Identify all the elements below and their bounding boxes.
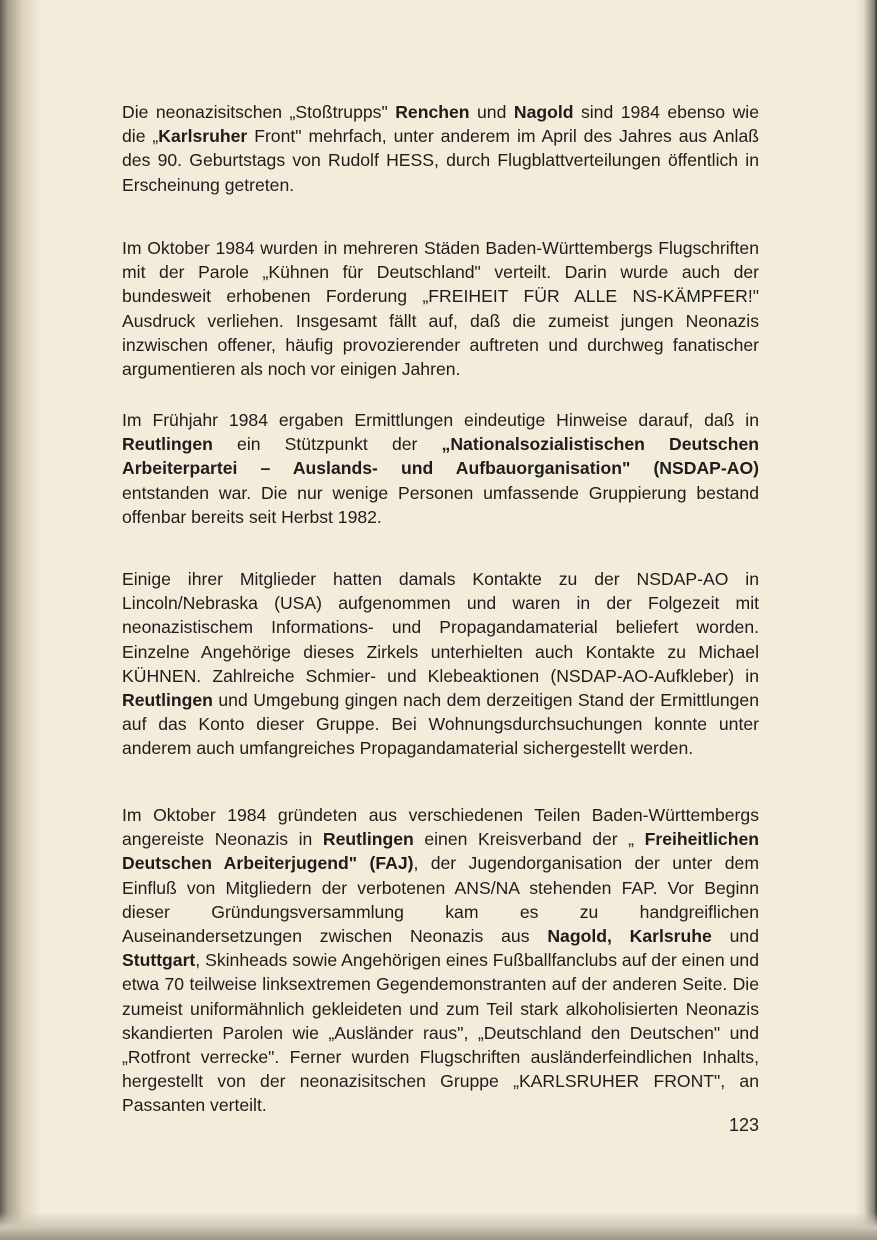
- bold-term: „Nationalsozialistischen Deutschen Arbeiterpartei – Auslands- und Aufbauorganisation" (NSDAP-AO): [122, 434, 759, 479]
- text-run: Einige ihrer Mitglieder hatten damals Kontakte zu der NSDAP-AO in Lincoln/Nebraska (USA) aufgenommen und waren in der Folgezeit mit neonazistischem Informations- und Propagandamaterial beliefert worden. Einzelne Angehörige dieses Zirkels unterhielten auch Kontakte zu Michael KÜHNEN. Zahlreiche Schmier- und Klebeaktionen (NSDAP-AO-Aufkleber) in: [122, 569, 759, 686]
- bold-term: Karlsruher: [158, 126, 248, 147]
- page-edge-bottom: [0, 1212, 877, 1240]
- text-run: Die neonazisitschen „Stoßtrupps": [122, 102, 396, 122]
- text-run: einen Kreisverband der „: [413, 829, 645, 850]
- text-run: Im Frühjahr 1984 ergaben Ermittlungen eindeutige Hinweise darauf, daß in: [122, 410, 759, 430]
- bold-term: Reutlingen: [122, 434, 213, 455]
- text-run: Im Oktober 1984 wurden in mehreren Städen Baden-Württembergs Flugschriften mit der Parole „Kühnen für Deutschland" verteilt. Darin wurde auch der bundesweit erhobenen Forderung „FREIHEIT FÜR ALLE NS-KÄMPFER!" Ausdruck verliehen. Insgesamt fällt auf, daß die zumeist jungen Neonazis inzwischen offener, häufig provozierender auftreten und durchweg fanatischer argumentieren als noch vor einigen Jahren.: [122, 238, 759, 380]
- text-run: Im Oktober 1984 gründeten aus verschiedenen Teilen Baden-Württembergs angereiste Neonazis in: [122, 805, 759, 850]
- text-run: ein Stützpunkt der: [212, 434, 442, 455]
- paragraph-nsdap-ao-kontakte: [122, 567, 759, 761]
- paragraph-stosstrupps: [122, 100, 759, 197]
- text-run: sind 1984 ebenso wie die „: [122, 102, 759, 147]
- bold-term: Nagold: [513, 102, 574, 122]
- bold-term: Renchen: [395, 102, 470, 122]
- bold-term: Freiheitlichen Deutschen Arbeiterjugend" (FAJ): [122, 829, 759, 874]
- bold-term: Stuttgart: [122, 950, 196, 971]
- paragraph-faj-gruendung: [122, 803, 759, 1118]
- bold-term: Reutlingen: [322, 829, 414, 850]
- binding-shadow: [0, 0, 42, 1240]
- text-run: und Umgebung gingen nach dem derzeitigen Stand der Ermittlungen auf das Konto dieser Gruppe. Bei Wohnungsdurchsuchungen konnte unter anderem auch umfangreiches Propagandamaterial sichergestellt werden.: [122, 690, 759, 759]
- text-run: und: [469, 102, 514, 122]
- text-run: , der Jugendorganisation der unter dem Einfluß von Mitgliedern der verbotenen ANS/NA stehenden FAP. Vor Beginn dieser Gründungsversammlung kam es zu handgreiflichen Auseinandersetzungen zwischen Neonazis aus: [122, 853, 759, 947]
- page-edge-right: [855, 0, 877, 1240]
- bold-term: Nagold, Karlsruhe: [547, 926, 712, 947]
- paragraph-nsdap-ao-stuetzpunkt: [122, 408, 759, 529]
- text-run: und: [711, 926, 759, 947]
- bold-term: Reutlingen: [122, 690, 213, 711]
- page-number: 123: [728, 1115, 759, 1135]
- text-run: entstanden war. Die nur wenige Personen umfassende Gruppierung bestand offenbar bereits seit Herbst 1982.: [122, 482, 759, 527]
- text-run: , Skinheads sowie Angehörigen eines Fußballfanclubs auf der einen und etwa 70 teilweise linksextremen Gegendemonstranten auf der anderen Seite. Die zumeist uniformähnlich gekleideten und zum Teil stark alkoholisierten Neonazis skandierten Parolen wie „Ausländer raus", „Deutschland den Deutschen" und „Rotfront verrecke". Ferner wurden Flugschriften ausländerfeindlichen Inhalts, hergestellt von der neonazisitschen Gruppe „KARLSRUHER FRONT", an Passanten verteilt.: [122, 950, 759, 1116]
- text-run: Front" mehrfach, unter anderem im April des Jahres aus Anlaß des 90. Geburtstags von Rudolf HESS, durch Flugblattverteilungen öffentlich in Erscheinung getreten.: [122, 126, 759, 195]
- paragraph-flugschriften: [122, 236, 759, 381]
